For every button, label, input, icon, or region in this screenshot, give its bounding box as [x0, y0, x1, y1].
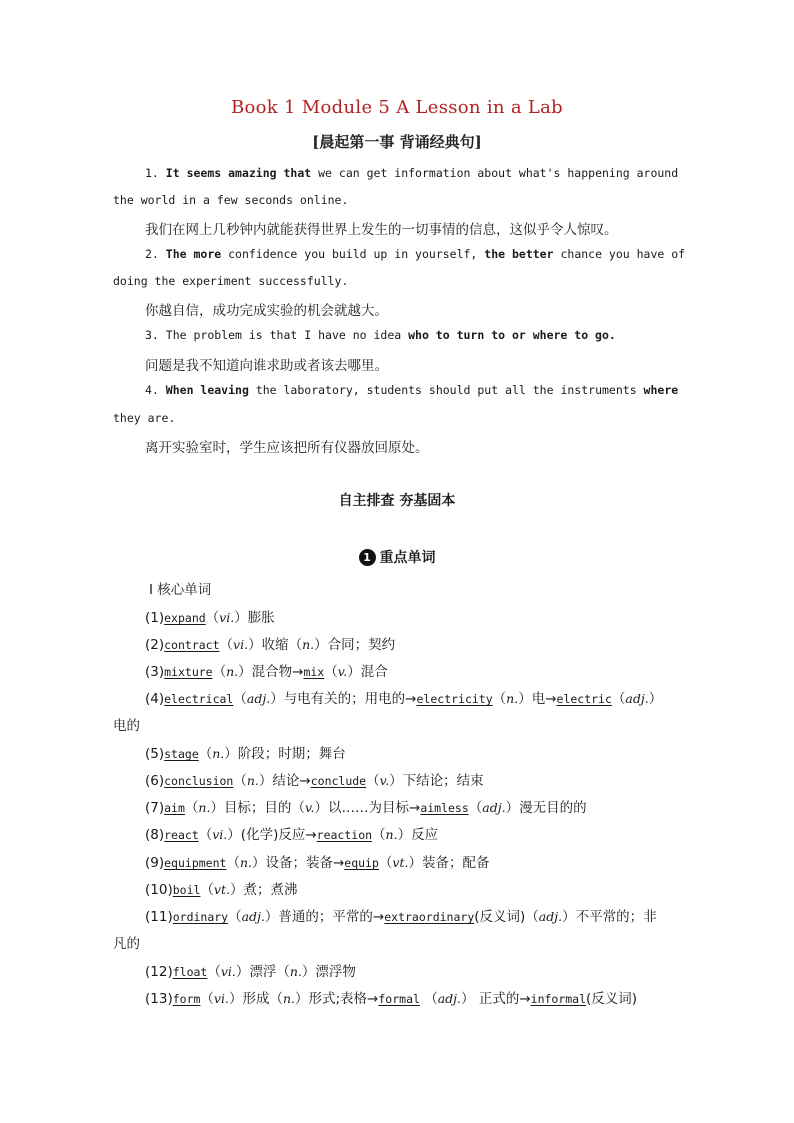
vocab-text: n.	[506, 691, 519, 706]
key-phrase: the better	[484, 247, 554, 261]
vocab-word: aimless	[420, 801, 469, 815]
category-label: Ⅰ 核心单词	[149, 582, 212, 598]
vocab-text: n.	[385, 827, 398, 842]
vocab-word: mix	[303, 665, 325, 679]
vocab-text: n.	[282, 991, 295, 1006]
vocab-item: (5)stage（n.）阶段；时期；舞台	[145, 746, 346, 762]
vocab-text: vt.	[392, 855, 409, 870]
vocab-text: (1)	[145, 610, 165, 626]
sentence-4-line-1	[145, 383, 713, 397]
vocab-text: (9)	[145, 855, 165, 871]
vocab-text: 漂浮物	[315, 964, 356, 980]
section-title: 自主排查 夯基固本	[338, 493, 456, 509]
vocab-word: electrical	[164, 692, 234, 706]
vocab-word: react	[164, 828, 199, 842]
vocab-text: 目标；目的	[223, 800, 292, 816]
vocab-text: (3)	[145, 664, 165, 680]
vocab-text: 膨胀	[247, 610, 275, 626]
vocab-word: conclude	[310, 774, 367, 788]
vocab-word: boil	[172, 883, 201, 897]
vocab-word: equip	[344, 856, 379, 870]
vocab-text: (反义词)	[586, 991, 638, 1007]
vocab-text: (5)	[145, 746, 165, 762]
vocab-text: 形式;表格→	[308, 991, 379, 1007]
vocab-item-continued: 凡的	[113, 936, 140, 952]
vocab-text: (12)	[145, 964, 173, 980]
vocab-text: (7)	[145, 800, 165, 816]
vocab-text: v.	[304, 800, 315, 815]
vocab-word: form	[172, 992, 201, 1006]
page-title: Book 1 Module 5 A Lesson in a Lab	[231, 97, 563, 118]
vocab-text: 收缩	[261, 637, 289, 653]
vocab-item: (9)equipment（n.）设备；装备→equip（vt.）装备；配备	[145, 855, 490, 871]
vocab-text: 不平常的；非	[575, 909, 657, 925]
vocab-text: 混合物→	[251, 664, 304, 680]
vocab-text: adj.	[482, 800, 506, 815]
sentence-2-line-2: doing the experiment successfully.	[113, 274, 349, 288]
vocab-text: n.	[289, 964, 302, 979]
key-phrase: where	[643, 383, 679, 397]
sentence-text: The problem is that I have no idea	[158, 328, 409, 342]
sentence-text: we can get information about what's happening around	[311, 166, 679, 180]
vocab-text: adj.	[437, 991, 462, 1006]
vocab-word: electric	[556, 692, 612, 706]
vocab-item: (4)electrical（adj.）与电有关的；用电的→electricity（n.）电→electric（adj.）	[145, 691, 663, 707]
vocab-text: (11)	[145, 909, 173, 925]
vocab-text: 合同；契约	[327, 637, 396, 653]
vocab-text: adj.	[538, 909, 563, 924]
vocab-word: conclusion	[164, 774, 234, 788]
vocab-text: 以……为目标→	[328, 800, 421, 816]
vocab-text: n.	[246, 773, 259, 788]
vocab-text: 阶段；时期；舞台	[237, 746, 346, 762]
vocab-text: v.	[337, 664, 348, 679]
vocab-text: (化学)反应→	[240, 827, 317, 843]
vocab-word: float	[172, 965, 208, 979]
vocab-text: (反义词)	[474, 909, 526, 925]
vocab-word: electricity	[416, 692, 493, 706]
vocab-text: 漫无目的的	[519, 800, 587, 816]
vocab-text: 与电有关的；用电的→	[283, 691, 417, 707]
sentence-1-line-1	[145, 166, 681, 180]
vocab-item: (10)boil（vt.）煮；煮沸	[145, 882, 298, 898]
vocab-text: 装备；配备	[421, 855, 490, 871]
vocab-item: (2)contract（vi.）收缩（n.）合同；契约	[145, 637, 396, 653]
sentence-2-line-1	[145, 247, 713, 261]
vocab-text: n.	[226, 664, 239, 679]
vocab-item: (1)expand（vi.）膨胀	[145, 610, 275, 626]
sentence-4-line-2: they are.	[113, 411, 176, 425]
vocab-text: vi.	[220, 964, 236, 979]
vocab-word: contract	[164, 638, 220, 652]
vocab-text: (13)	[145, 991, 173, 1007]
vocab-text: (6)	[145, 773, 165, 789]
sentence-text: confidence you build up in yourself,	[221, 247, 485, 261]
vocab-text: n.	[239, 855, 252, 870]
vocab-word: extraordinary	[384, 910, 475, 924]
subsection-label: 重点单词	[379, 550, 436, 566]
sentence-4-translation: 离开实验室时，学生应该把所有仪器放回原处。	[145, 440, 429, 456]
sentence-number: 1.	[145, 166, 159, 180]
vocab-item: (8)react（vi.）(化学)反应→reaction（n.）反应	[145, 827, 439, 843]
vocab-text: (10)	[145, 882, 173, 898]
vocab-item: (12)float（vi.）漂浮（n.）漂浮物	[145, 964, 356, 980]
sentence-3-line-1	[145, 328, 713, 342]
vocab-text: 漂浮	[249, 964, 277, 980]
vocab-text: 结论→	[272, 773, 311, 789]
vocab-text: (8)	[145, 827, 165, 843]
sentence-number: 3.	[145, 328, 159, 342]
key-phrase: It seems amazing that	[165, 166, 312, 180]
vocab-word: informal	[530, 992, 587, 1006]
page-subtitle: [晨起第一事 背诵经典句]	[312, 133, 482, 151]
sentence-number: 4.	[145, 383, 159, 397]
vocab-text: 下结论；结束	[402, 773, 484, 789]
vocab-word: equipment	[164, 856, 227, 870]
vocab-item: (11)ordinary（adj.）普通的；平常的→extraordinary(反义词)（adj.）不平常的；非	[145, 909, 657, 925]
key-phrase: The more	[165, 247, 222, 261]
vocab-text: 设备；装备→	[265, 855, 345, 871]
sentence-2-translation: 你越自信，成功完成实验的机会就越大。	[145, 303, 388, 319]
vocab-word: aim	[164, 801, 185, 815]
vocab-text: 煮；煮沸	[243, 882, 298, 898]
vocab-word: expand	[164, 611, 206, 625]
vocab-text: adj.	[246, 691, 271, 706]
subsection-title	[0, 547, 794, 567]
key-phrase: who to turn to or where to go.	[408, 328, 616, 342]
sentence-1-line-2: the world in a few seconds online.	[113, 193, 349, 207]
vocab-item: (7)aim（n.）目标；目的（v.）以……为目标→aimless（adj.）漫无目的的	[145, 800, 587, 816]
vocab-text: 正式的→	[478, 991, 531, 1007]
vocab-text: vi.	[212, 827, 228, 842]
vocab-text: v.	[379, 773, 390, 788]
vocab-text: vi.	[219, 610, 235, 625]
vocab-text: 电→	[531, 691, 557, 707]
vocab-word: stage	[164, 747, 199, 761]
vocab-text: (4)	[145, 691, 165, 707]
vocab-item: (3)mixture（n.）混合物→mix（v.）混合	[145, 664, 388, 680]
number-1-icon: 1	[359, 549, 376, 566]
sentence-1-translation: 我们在网上几秒钟内就能获得世界上发生的一切事情的信息，这似乎令人惊叹。	[145, 222, 618, 238]
sentence-number: 2.	[145, 247, 159, 261]
vocab-text: vi.	[213, 991, 229, 1006]
sentence-text: chance you have of	[553, 247, 686, 261]
vocab-text: vi.	[233, 637, 249, 652]
vocab-text: (2)	[145, 637, 165, 653]
vocab-item: (13)form（vi.）形成（n.）形式;表格→formal （adj.） 正式的→informal(反义词)	[145, 991, 638, 1007]
sentence-3-translation: 问题是我不知道向谁求助或者该去哪里。	[145, 358, 388, 374]
vocab-text: n.	[198, 800, 211, 815]
vocab-text: n.	[302, 637, 315, 652]
vocab-text: 形成	[242, 991, 270, 1007]
vocab-text: 普通的；平常的→	[278, 909, 385, 925]
vocab-text: 混合	[360, 664, 388, 680]
vocab-text: adj.	[241, 909, 265, 924]
vocab-word: formal	[378, 992, 420, 1006]
vocab-word: reaction	[316, 828, 373, 842]
vocab-item-continued: 电的	[113, 718, 140, 734]
vocab-text: vt.	[213, 882, 230, 897]
vocab-text: 反应	[411, 827, 439, 843]
vocab-text: adj.	[625, 691, 649, 706]
sentence-text: the laboratory, students should put all the instruments	[248, 383, 644, 397]
vocab-item: (6)conclusion（n.）结论→conclude（v.）下结论；结束	[145, 773, 484, 789]
vocab-word: mixture	[164, 665, 213, 679]
key-phrase: When leaving	[165, 383, 249, 397]
vocab-word: ordinary	[172, 910, 229, 924]
vocab-text: n.	[212, 746, 225, 761]
